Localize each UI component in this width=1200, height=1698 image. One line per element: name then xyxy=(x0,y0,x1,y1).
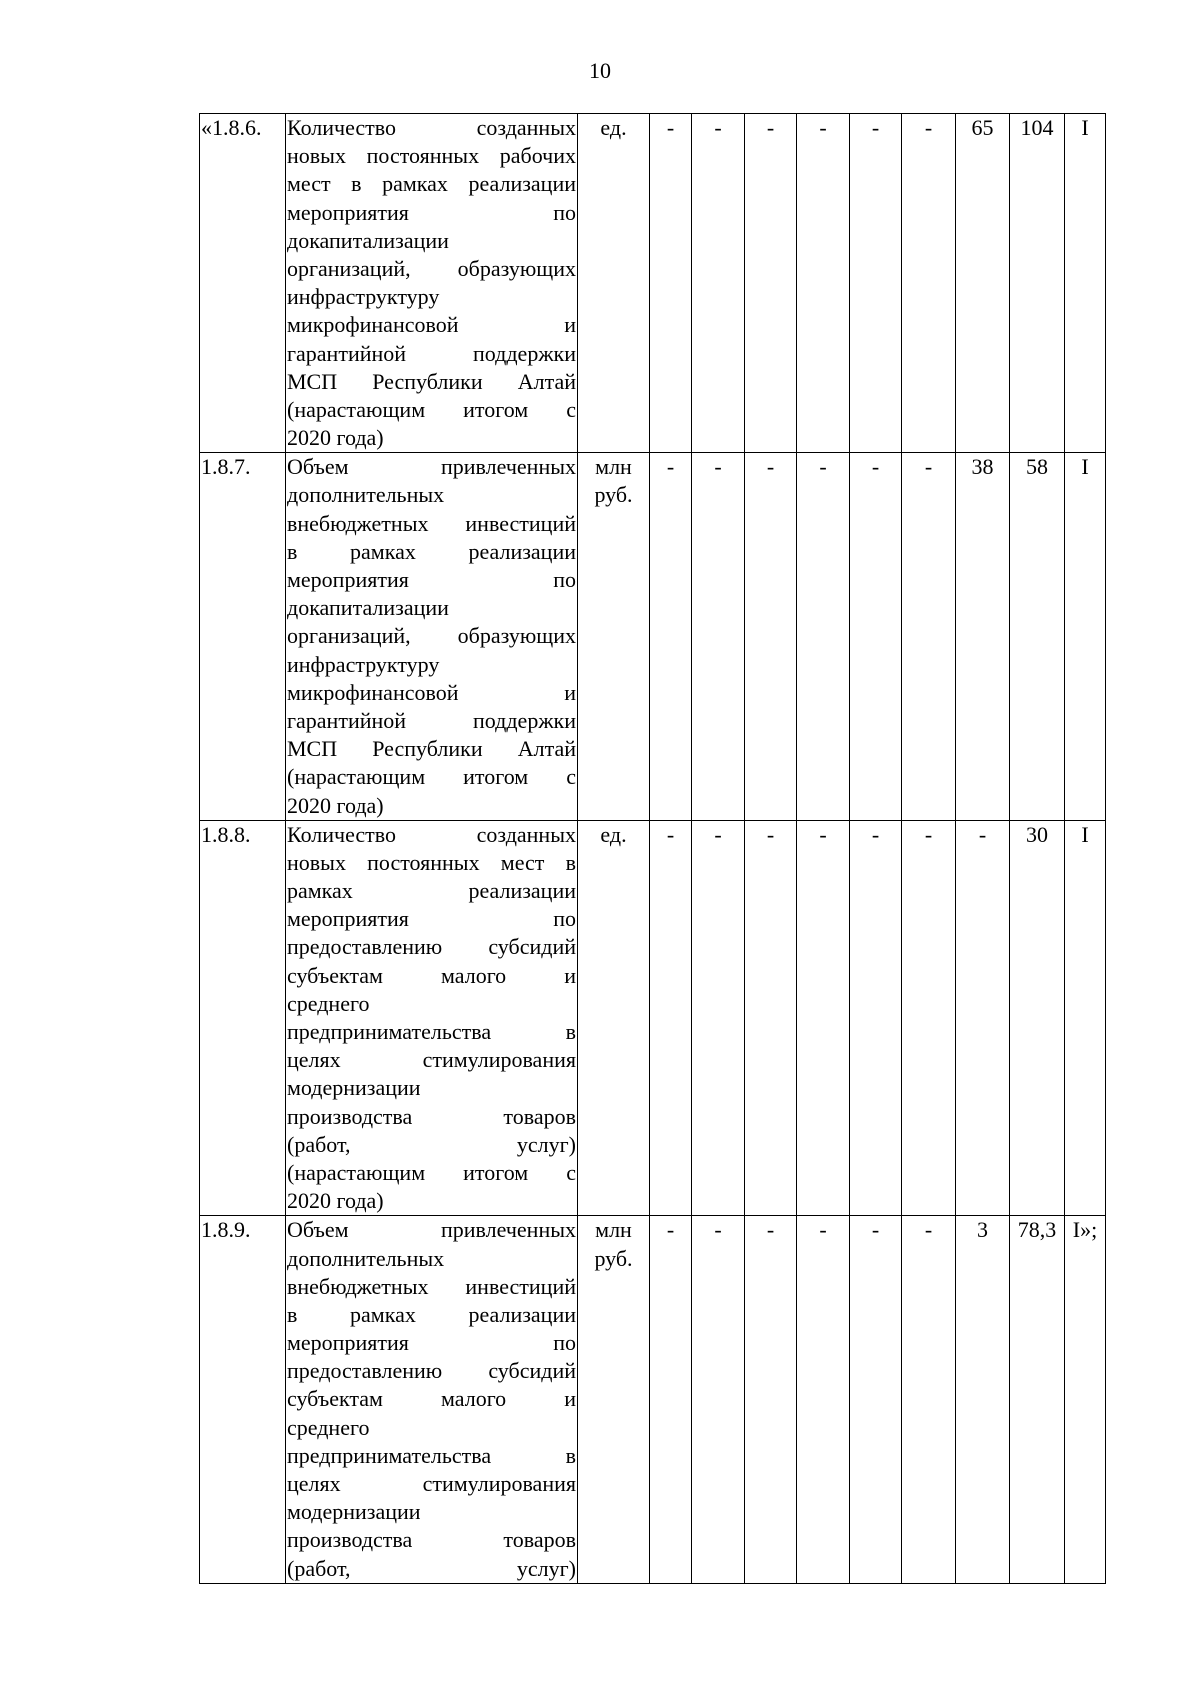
description-line: 2020 года) xyxy=(287,425,384,451)
value-cell: - xyxy=(650,114,692,453)
value-cell: - xyxy=(650,453,692,820)
value-cell: - xyxy=(902,453,956,820)
description-line: (работ, услуг) xyxy=(287,1131,576,1157)
description-line: дополнительных xyxy=(287,1245,445,1271)
value-cell: - xyxy=(692,114,745,453)
description-line: МСП Республики Алтай xyxy=(287,736,576,762)
description-line: предпринимательства в xyxy=(287,1019,576,1044)
description-line: Количество созданных xyxy=(287,821,576,847)
value-cell: 78,3 xyxy=(1010,1216,1065,1583)
value-cell: - xyxy=(902,1216,956,1583)
unit-line: ед. xyxy=(600,821,627,847)
table-row xyxy=(200,820,1106,1216)
description-line: субъектам малого и xyxy=(287,1386,576,1412)
description-line: внебюджетных инвестиций xyxy=(287,1273,576,1299)
unit-of-measure xyxy=(578,453,650,820)
page-number: 10 xyxy=(589,58,611,83)
unit-of-measure xyxy=(578,820,650,1216)
description-line: дополнительных xyxy=(287,482,445,508)
description-line: в рамках реализации xyxy=(287,1301,576,1327)
value-cell: 38 xyxy=(956,453,1010,820)
description-line: внебюджетных инвестиций xyxy=(287,510,576,536)
description-line: мероприятия по xyxy=(287,199,576,225)
description-line: предоставлению субсидий xyxy=(287,1358,576,1384)
value-cell: - xyxy=(850,1216,902,1583)
indicator-description xyxy=(286,453,578,820)
unit-of-measure xyxy=(578,114,650,453)
description-line: (работ, услуг) xyxy=(287,1555,576,1581)
indicator-description xyxy=(286,820,578,1216)
description-line: докапитализации xyxy=(287,595,449,621)
table-row xyxy=(200,1216,1106,1583)
description-line: мероприятия по xyxy=(287,1330,576,1356)
value-cell: 104 xyxy=(1010,114,1065,453)
value-cell: I xyxy=(1065,453,1106,820)
value-cell: I»; xyxy=(1065,1216,1106,1583)
description-line: модернизации xyxy=(287,1499,421,1525)
description-line: инфраструктуру xyxy=(287,284,440,310)
description-line: целях стимулирования xyxy=(287,1047,576,1073)
indicators-table xyxy=(199,113,1106,1584)
value-cell: - xyxy=(850,114,902,453)
description-line: (нарастающим итогом с xyxy=(287,1159,576,1185)
indicator-description xyxy=(286,1216,578,1583)
unit-line: руб. xyxy=(594,482,633,508)
value-cell: - xyxy=(797,820,850,1216)
description-line: (нарастающим итогом с xyxy=(287,396,576,422)
value-cell: - xyxy=(745,1216,797,1583)
description-line: гарантийной поддержки xyxy=(287,340,576,366)
description-line: новых постоянных мест в xyxy=(287,849,576,875)
description-line: модернизации xyxy=(287,1075,421,1101)
indicator-number: 1.8.9. xyxy=(200,1216,286,1583)
description-line: 2020 года) xyxy=(287,792,384,818)
value-cell: I xyxy=(1065,820,1106,1216)
indicator-description xyxy=(286,114,578,453)
value-cell: - xyxy=(745,453,797,820)
description-line: предоставлению субсидий xyxy=(287,934,576,960)
unit-line: руб. xyxy=(594,1245,633,1271)
description-line: мероприятия по xyxy=(287,906,576,932)
description-line: в рамках реализации xyxy=(287,538,576,564)
description-line: организаций, образующих xyxy=(287,255,576,281)
table-row xyxy=(200,114,1106,453)
description-line: новых постоянных рабочих xyxy=(287,143,576,169)
value-cell: - xyxy=(902,820,956,1216)
value-cell: - xyxy=(692,820,745,1216)
description-line: производства товаров xyxy=(287,1527,576,1553)
value-cell: 3 xyxy=(956,1216,1010,1583)
value-cell: - xyxy=(745,114,797,453)
description-line: мест в рамках реализации xyxy=(287,171,576,197)
indicator-number: 1.8.7. xyxy=(200,453,286,820)
indicator-number: «1.8.6. xyxy=(200,114,286,453)
value-cell: - xyxy=(850,453,902,820)
description-line: гарантийной поддержки xyxy=(287,707,576,733)
description-line: (нарастающим итогом с xyxy=(287,764,576,790)
table-row xyxy=(200,453,1106,820)
description-line: Объем привлеченных xyxy=(287,454,576,480)
unit-line: млн xyxy=(595,454,632,480)
description-line: МСП Республики Алтай xyxy=(287,368,576,394)
value-cell: 65 xyxy=(956,114,1010,453)
description-line: предпринимательства в xyxy=(287,1442,576,1468)
description-line: целях стимулирования xyxy=(287,1471,576,1496)
description-line: среднего xyxy=(287,1414,370,1440)
indicator-number: 1.8.8. xyxy=(200,820,286,1216)
unit-line: млн xyxy=(595,1217,632,1243)
value-cell: - xyxy=(692,453,745,820)
value-cell: - xyxy=(745,820,797,1216)
description-line: микрофинансовой и xyxy=(287,679,576,705)
value-cell: I xyxy=(1065,114,1106,453)
description-line: субъектам малого и xyxy=(287,962,576,988)
description-line: докапитализации xyxy=(287,227,449,253)
unit-line: ед. xyxy=(600,115,627,140)
value-cell: - xyxy=(902,114,956,453)
description-line: рамках реализации xyxy=(287,878,576,904)
unit-of-measure xyxy=(578,1216,650,1583)
description-line: 2020 года) xyxy=(287,1188,384,1214)
value-cell: - xyxy=(850,820,902,1216)
value-cell: - xyxy=(650,1216,692,1583)
description-line: организаций, образующих xyxy=(287,623,576,649)
description-line: производства товаров xyxy=(287,1103,576,1129)
description-line: мероприятия по xyxy=(287,567,576,592)
value-cell: - xyxy=(797,453,850,820)
value-cell: - xyxy=(797,1216,850,1583)
value-cell: - xyxy=(797,114,850,453)
description-line: Объем привлеченных xyxy=(287,1217,576,1243)
description-line: микрофинансовой и xyxy=(287,312,576,338)
value-cell: 30 xyxy=(1010,820,1065,1216)
value-cell: - xyxy=(956,820,1010,1216)
description-line: Количество созданных xyxy=(287,115,576,140)
value-cell: 58 xyxy=(1010,453,1065,820)
description-line: инфраструктуру xyxy=(287,651,440,677)
value-cell: - xyxy=(692,1216,745,1583)
description-line: среднего xyxy=(287,990,370,1016)
value-cell: - xyxy=(650,820,692,1216)
